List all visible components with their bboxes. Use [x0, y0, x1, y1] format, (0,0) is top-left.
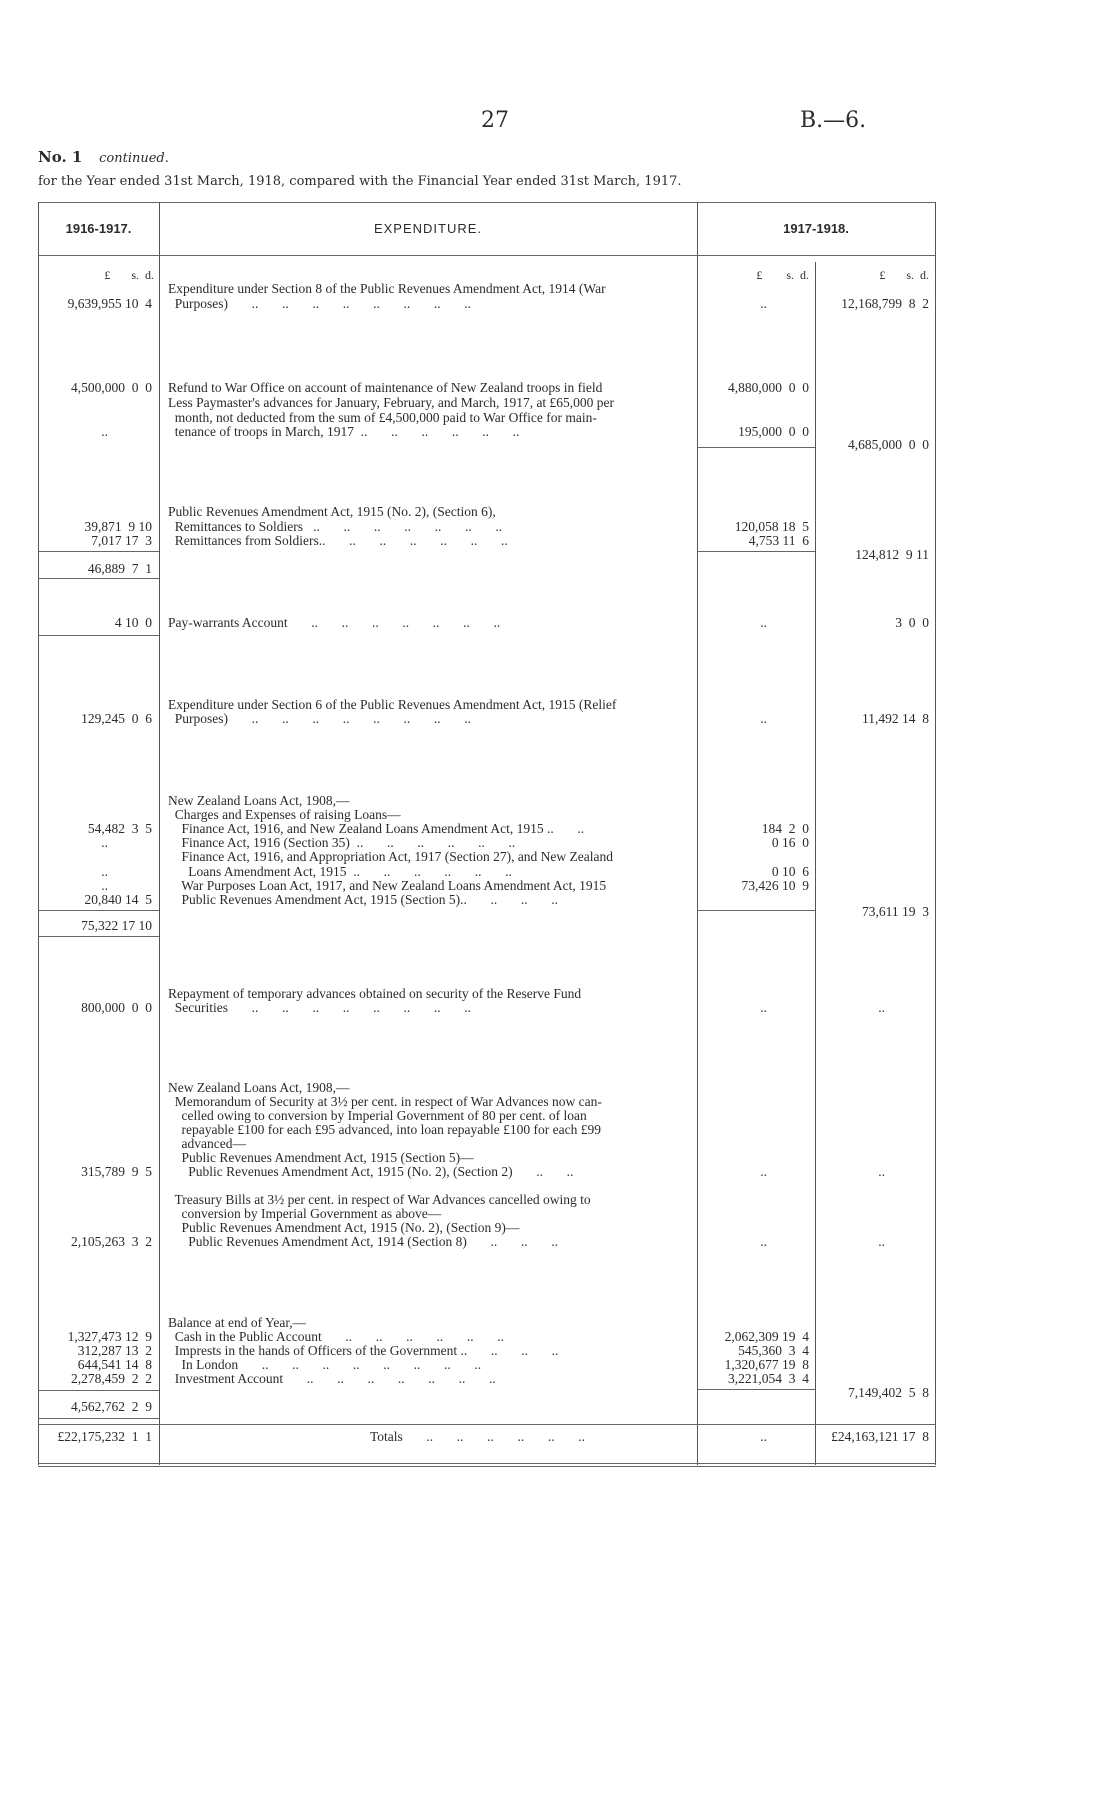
row-text: Finance Act, 1916, and Appropriation Act, 1917 (Section 27), and New Zealand — [168, 849, 614, 864]
right-amount: 124,812 9 11 — [855, 547, 929, 562]
totals-label: Totals .. .. .. .. .. .. — [370, 1429, 586, 1444]
row-text: Remittances to Soldiers .. .. .. .. .. .. .. — [168, 519, 503, 534]
mid-amount: .. — [760, 1234, 767, 1249]
prev-amount: 4 10 0 — [114, 615, 152, 630]
right-amount: .. — [878, 1000, 885, 1015]
row-text: Cash in the Public Account .. .. .. .. .. .. — [168, 1329, 504, 1344]
row-text: Purposes) .. .. .. .. .. .. .. .. — [168, 296, 471, 311]
grand-total: £24,163,121 17 8 — [831, 1429, 929, 1444]
mid-amount: 4,753 11 6 — [748, 533, 809, 548]
prev-year-header: 1916-1917. — [65, 221, 132, 236]
prev-amount: 39,871 9 10 — [84, 519, 152, 534]
mid-amount: .. — [760, 1000, 767, 1015]
mid-amount: 3,221,054 3 4 — [728, 1371, 809, 1386]
expenditure-header: EXPENDITURE. — [373, 221, 483, 236]
row-text: Treasury Bills at 3½ per cent. in respect of War Advances cancelled owing to — [168, 1192, 591, 1207]
subtotal-rule — [697, 447, 815, 448]
row-text: Balance at end of Year,— — [168, 1315, 307, 1330]
row-text: repayable £100 for each £95 advanced, into loan repayable £100 for each £99 — [168, 1122, 601, 1137]
subtotal-rule — [697, 910, 815, 911]
subtotal-rule — [38, 1390, 159, 1391]
units-right: £ s. d. — [879, 268, 929, 282]
row-text: Imprests in the hands of Officers of the Government .. .. .. .. — [168, 1343, 559, 1358]
prev-amount: 129,245 0 6 — [81, 711, 152, 726]
row-text: conversion by Imperial Government as above— — [168, 1206, 442, 1221]
prev-amount: 75,322 17 10 — [81, 918, 152, 933]
row-text: Refund to War Office on account of maintenance of New Zealand troops in field — [168, 380, 603, 395]
right-amount: 12,168,799 8 2 — [841, 296, 929, 311]
row-text: tenance of troops in March, 1917 .. .. .. .. .. .. — [168, 424, 520, 439]
subtotal-rule — [697, 1389, 815, 1390]
prev-amount: 20,840 14 5 — [84, 892, 152, 907]
row-text: New Zealand Loans Act, 1908,— — [168, 793, 350, 808]
curr-year-header: 1917-1918. — [783, 221, 849, 236]
row-text: Memorandum of Security at 3½ per cent. in respect of War Advances now can- — [168, 1094, 602, 1109]
mid-amount: .. — [760, 1164, 767, 1179]
mid-amount: 0 10 6 — [771, 864, 809, 879]
row-text: Purposes) .. .. .. .. .. .. .. .. — [168, 711, 471, 726]
prev-amount: .. — [101, 424, 108, 439]
row-text: Finance Act, 1916, and New Zealand Loans Amendment Act, 1915 .. .. — [168, 821, 585, 836]
table-top-rule — [38, 202, 936, 203]
subtotal-rule — [697, 551, 815, 552]
prev-amount: 312,287 13 2 — [77, 1343, 152, 1358]
no-label: No. 1 — [38, 148, 83, 166]
totals-top-rule — [38, 1424, 936, 1425]
row-text: Public Revenues Amendment Act, 1915 (No. 2), (Section 9)— — [168, 1220, 520, 1235]
prev-amount: .. — [101, 878, 108, 893]
right-amount: 7,149,402 5 8 — [848, 1385, 929, 1400]
prev-amount: 4,500,000 0 0 — [71, 380, 152, 395]
row-text: New Zealand Loans Act, 1908,— — [168, 1080, 350, 1095]
prev-amount: 315,789 9 5 — [81, 1164, 152, 1179]
units-mid: £ s. d. — [756, 268, 809, 282]
row-text: War Purposes Loan Act, 1917, and New Zealand Loans Amendment Act, 1915 — [168, 878, 607, 893]
prev-col-divider — [159, 202, 160, 1465]
report-code: B.—6. — [800, 108, 867, 133]
row-text: Public Revenues Amendment Act, 1914 (Section 8) .. .. .. — [168, 1234, 558, 1249]
mid-amount: 2,062,309 19 4 — [724, 1329, 809, 1344]
prev-total: £22,175,232 1 1 — [57, 1429, 152, 1444]
row-text: Loans Amendment Act, 1915 .. .. .. .. .. .. — [168, 864, 512, 879]
subtotal-rule — [38, 635, 159, 636]
prev-amount: 9,639,955 10 4 — [67, 296, 152, 311]
right-amount: .. — [878, 1164, 885, 1179]
row-text: advanced— — [168, 1136, 246, 1151]
prev-amount: .. — [101, 835, 108, 850]
row-text: Finance Act, 1916 (Section 35) .. .. .. .. .. .. — [168, 835, 516, 850]
mid-amount: 184 2 0 — [761, 821, 809, 836]
row-text: Securities .. .. .. .. .. .. .. .. — [168, 1000, 471, 1015]
row-text: Investment Account .. .. .. .. .. .. .. — [168, 1371, 496, 1386]
right-amount: .. — [878, 1234, 885, 1249]
mid-amount: 73,426 10 9 — [741, 878, 809, 893]
right-amount: 73,611 19 3 — [862, 904, 929, 919]
prev-amount: 2,105,263 3 2 — [71, 1234, 152, 1249]
row-text: Public Revenues Amendment Act, 1915 (Section 5).. .. .. .. — [168, 892, 558, 907]
row-text: Remittances from Soldiers.. .. .. .. .. .. .. — [168, 533, 508, 548]
mid-amount: .. — [760, 615, 767, 630]
row-text: Expenditure under Section 6 of the Public Revenues Amendment Act, 1915 (Relief — [168, 697, 617, 712]
row-text: In London .. .. .. .. .. .. .. .. — [168, 1357, 482, 1372]
mid-amount: 195,000 0 0 — [738, 424, 809, 439]
mid-amount: 4,880,000 0 0 — [728, 380, 809, 395]
subtotal-rule — [38, 936, 159, 937]
prev-amount: 4,562,762 2 9 — [71, 1399, 152, 1414]
mid-amount: 1,320,677 19 8 — [724, 1357, 809, 1372]
right-amount: 3 0 0 — [895, 615, 929, 630]
prev-amount: 644,541 14 8 — [77, 1357, 152, 1372]
right-border — [935, 202, 936, 1465]
prev-amount: 54,482 3 5 — [87, 821, 152, 836]
row-text: Public Revenues Amendment Act, 1915 (No. 2), (Section 6), — [168, 504, 496, 519]
mid-amount: 120,058 18 5 — [734, 519, 809, 534]
row-text: month, not deducted from the sum of £4,500,000 paid to War Office for main- — [168, 410, 597, 425]
row-text: Charges and Expenses of raising Loans— — [168, 807, 401, 822]
prev-amount: 7,017 17 3 — [91, 533, 152, 548]
subtotal-rule — [38, 910, 159, 911]
units-prev: £ s. d. — [104, 268, 154, 282]
row-text: Less Paymaster's advances for January, February, and March, 1917, at £65,000 per — [168, 395, 615, 410]
mid-total: .. — [760, 1429, 767, 1444]
header-bottom-rule — [38, 255, 936, 256]
prev-amount: .. — [101, 864, 108, 879]
subtotal-rule — [38, 578, 159, 579]
mid-amount: 0 16 0 — [771, 835, 809, 850]
subtotal-rule — [38, 1418, 159, 1419]
row-text: Expenditure under Section 8 of the Public Revenues Amendment Act, 1914 (War — [168, 281, 606, 296]
subtotal-rule — [38, 551, 159, 552]
subtitle: for the Year ended 31st March, 1918, compared with the Financial Year ended 31st March, 1917. — [38, 174, 682, 189]
row-text: Repayment of temporary advances obtained on security of the Reserve Fund — [168, 986, 582, 1001]
row-text: celled owing to conversion by Imperial Government of 80 per cent. of loan — [168, 1108, 587, 1123]
row-text: Public Revenues Amendment Act, 1915 (No. 2), (Section 2) .. .. — [168, 1164, 574, 1179]
right-amount: 4,685,000 0 0 — [848, 437, 929, 452]
page-number: 27 — [481, 108, 509, 133]
mid-amount: .. — [760, 711, 767, 726]
right-amount: 11,492 14 8 — [862, 711, 929, 726]
row-text: Pay-warrants Account .. .. .. .. .. .. .. — [168, 615, 501, 630]
prev-amount: 46,889 7 1 — [87, 561, 152, 576]
mid-amount: .. — [760, 296, 767, 311]
prev-amount: 1,327,473 12 9 — [67, 1329, 152, 1344]
prev-amount: 2,278,459 2 2 — [71, 1371, 152, 1386]
mid-amount: 545,360 3 4 — [738, 1343, 809, 1358]
table-bottom-rule — [38, 1463, 936, 1464]
continued-label: continued. — [99, 151, 169, 166]
prev-amount: 800,000 0 0 — [81, 1000, 152, 1015]
section-label — [38, 148, 169, 166]
row-text: Public Revenues Amendment Act, 1915 (Section 5)— — [168, 1150, 474, 1165]
table-bottom-rule-2 — [38, 1466, 936, 1467]
